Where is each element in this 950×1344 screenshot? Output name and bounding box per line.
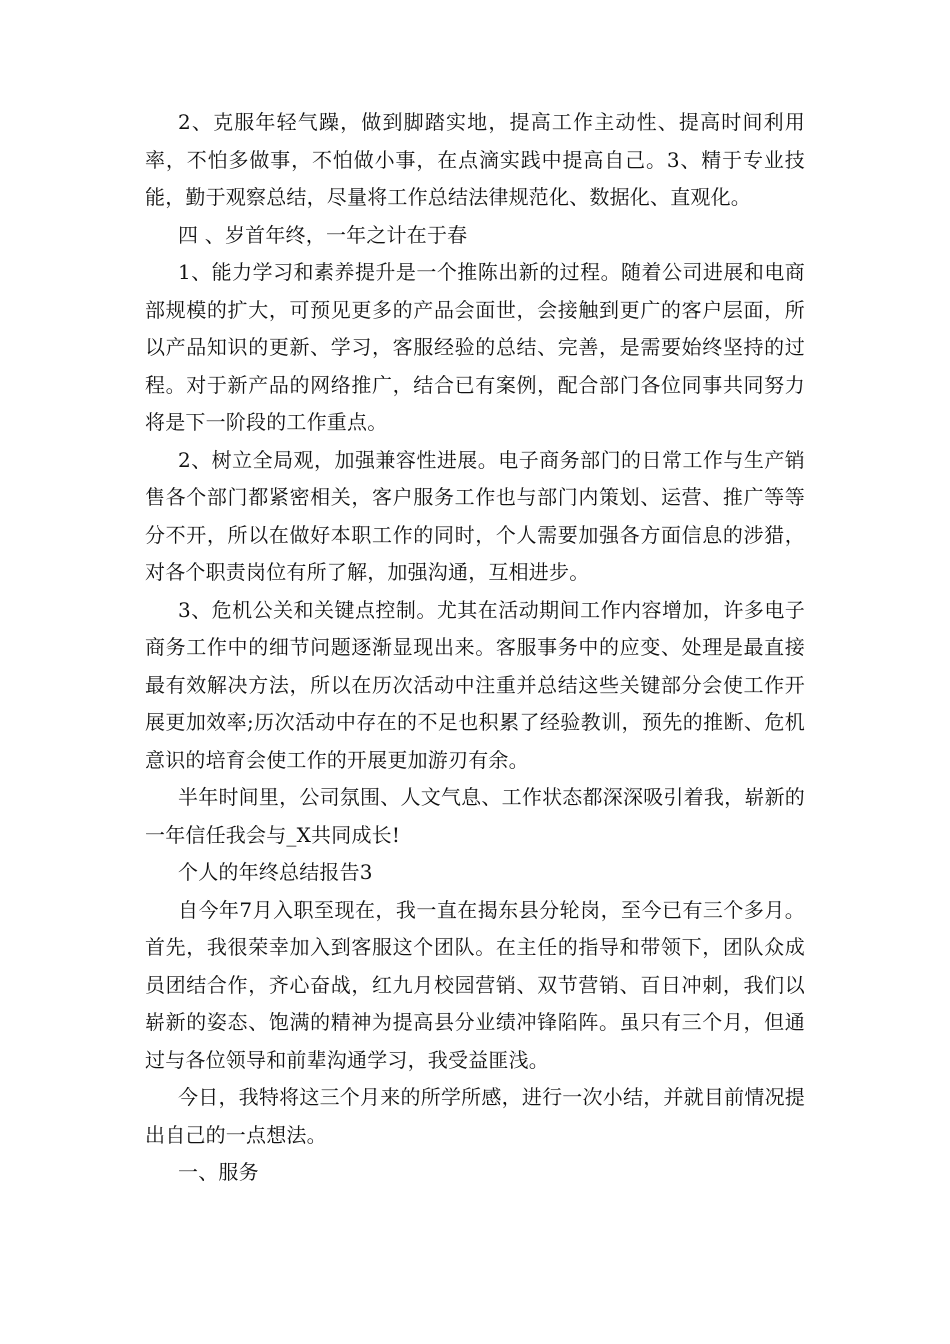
section-heading-service: 一、服务	[178, 1160, 259, 1184]
paragraph-learning: 1、能力学习和素养提升是一个推陈出新的过程。随着公司进展和电商部规模的扩大，可预见更多的产品会面世，会接触到更广的客户层面，所以产品知识的更新、学习，客服经验的总结、完善，是需要始终坚持的过程。对于新产品的网络推广，结合已有案例，配合部门各位同事共同努力将是下一阶段的工作重点。	[145, 260, 805, 434]
paragraph-crisis-control: 3、危机公关和关键点控制。尤其在活动期间工作内容增加，许多电子商务工作中的细节问题逐渐显现出来。客服事务中的应变、处理是最直接最有效解决方法，所以在历次活动中注重并总结这些关键部分会使工作开展更加效率;历次活动中存在的不足也积累了经验教训，预先的推断、危机意识的培育会使工作的开展更加游刃有余。	[145, 597, 805, 772]
document-page	[145, 104, 805, 1192]
paragraph-intro: 自今年7月入职至现在，我一直在揭东县分轮岗，至今已有三个多月。首先，我很荣幸加入到客服这个团队。在主任的指导和带领下，团队众成员团结合作，齐心奋战，红九月校园营销、双节营销、百日冲刺，我们以崭新的姿态、饱满的精神为提高县分业绩冲锋陷阵。虽只有三个月，但通过与各位领导和前辈沟通学习，我受益匪浅。	[145, 897, 805, 1072]
paragraph-half-year: 半年时间里，公司氛围、人文气息、工作状态都深深吸引着我，崭新的一年信任我会与_X共同成长!	[145, 785, 805, 847]
report-title-3: 个人的年终总结报告3	[178, 860, 373, 884]
paragraph-summary: 今日，我特将这三个月来的所学所感，进行一次小结，并就目前情况提出自己的一点想法。	[145, 1085, 805, 1147]
paragraph-global-view: 2、树立全局观，加强兼容性进展。电子商务部门的日常工作与生产销售各个部门都紧密相关，客户服务工作也与部门内策划、运营、推广等等分不开，所以在做好本职工作的同时，个人需要加强各方面信息的涉猎，对各个职责岗位有所了解，加强沟通，互相进步。	[145, 447, 805, 584]
section-heading-four: 四 、岁首年终，一年之计在于春	[178, 222, 468, 247]
paragraph-self-improvement: 2、克服年轻气躁，做到脚踏实地，提高工作主动性、提高时间利用率，不怕多做事，不怕做小事，在点滴实践中提高自己。3、精于专业技能，勤于观察总结，尽量将工作总结法律规范化、数据化、直观化。	[145, 110, 805, 209]
